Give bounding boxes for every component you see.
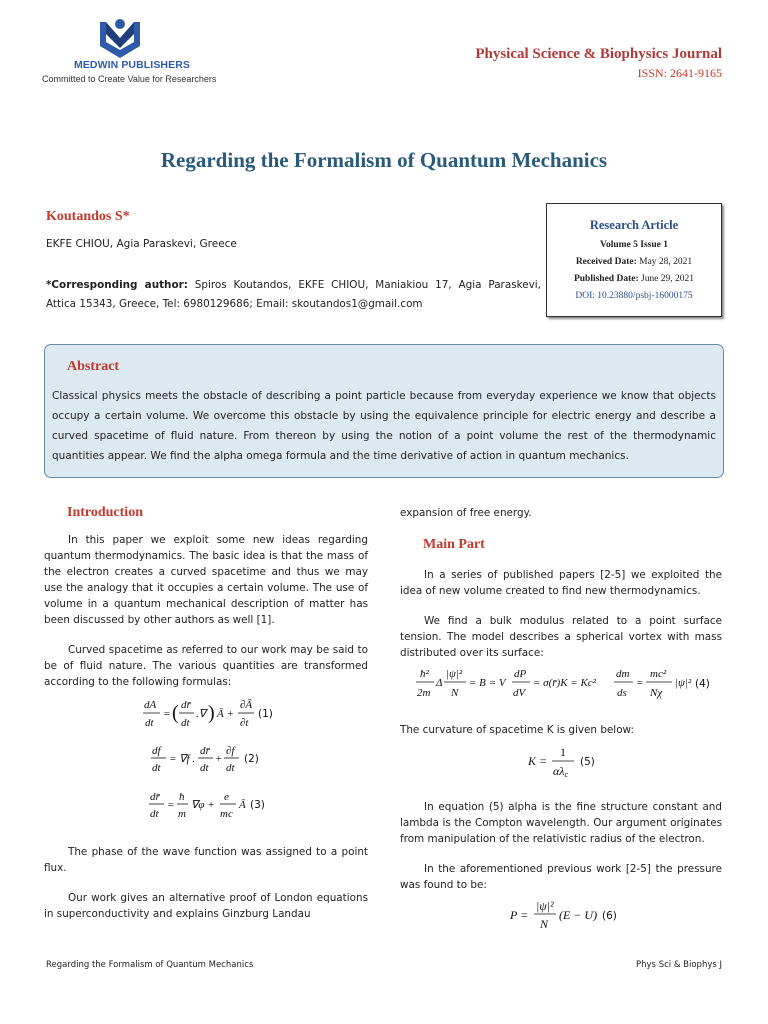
svg-text:Ā +: Ā +	[217, 708, 234, 720]
equation-4	[414, 662, 714, 706]
svg-text:=: =	[163, 708, 171, 720]
svg-text:dt: dt	[150, 808, 159, 820]
svg-text:N: N	[540, 917, 549, 931]
svg-text:N: N	[451, 687, 459, 699]
abstract-text: Classical physics meets the obstacle of describing a point particle because from everyday experience we know that objects occupy a certain volume. We overcome this obstacle by using the equivalence principle for electric energy and describe a curved spacetime of fluid nature. From thereon by using the notion of a point volume the rest of the thermodynamic quantities appear. We find the alpha omega formula and the time derivative of action in quantum mechanics.	[52, 390, 716, 462]
svg-text:m: m	[178, 808, 186, 820]
equation-2-number: (2)	[244, 753, 259, 765]
equation-5-number: (5)	[580, 756, 595, 768]
svg-text:dm: dm	[616, 668, 630, 680]
equation-4-number: (4)	[695, 678, 710, 690]
svg-text:(E − U): (E − U)	[559, 908, 598, 922]
main-paragraph-2: We find a bulk modulus related to a point surface tension. The model describes a spherical vortex with mass distributed over its surface:	[400, 615, 722, 659]
equation-1	[140, 694, 290, 736]
svg-text:Nχ: Nχ	[650, 687, 663, 699]
svg-text:mc²: mc²	[650, 668, 667, 680]
svg-text:ħ: ħ	[179, 791, 185, 803]
main-paragraph-5: In the aforementioned previous work [2-5] the pressure was found to be:	[400, 863, 722, 891]
svg-text:dt: dt	[181, 717, 190, 729]
svg-text:dP: dP	[514, 668, 527, 680]
journal-name: Physical Science & Biophysics Journal	[475, 46, 722, 62]
svg-text:dt: dt	[145, 717, 154, 729]
svg-text:|ψ|²: |ψ|²	[536, 899, 554, 913]
svg-text:df: df	[152, 745, 161, 757]
equation-2	[148, 740, 278, 780]
equation-3-number: (3)	[250, 799, 265, 811]
main-paragraph-3: The curvature of spacetime K is given below:	[400, 724, 634, 736]
svg-text:dr̄: dr̄	[200, 745, 210, 757]
svg-text:∂f: ∂f	[226, 745, 235, 757]
publisher-tagline: Committed to Create Value for Researchers	[42, 74, 217, 84]
svg-text:dr̄: dr̄	[150, 791, 160, 803]
svg-text:(: (	[172, 702, 179, 724]
published-date: Published Date: June 29, 2021	[573, 274, 695, 284]
medwin-logo-icon	[96, 16, 144, 60]
footer-journal-abbrev: Phys Sci & Biophys J	[636, 960, 722, 970]
publisher-name: MEDWIN PUBLISHERS	[73, 59, 191, 71]
volume-issue: Volume 5 Issue 1	[599, 240, 668, 250]
corresponding-label: *Corresponding author:	[46, 279, 188, 291]
svg-text:Ā: Ā	[239, 799, 246, 811]
svg-text:αλc: αλc	[553, 764, 569, 779]
corresponding-author	[46, 276, 541, 314]
svg-text:=: =	[167, 799, 175, 811]
introduction-paragraph-2: Curved spacetime as referred to our work may be said to be of fluid nature. The various quantities are transformed according to the following formulas:	[44, 644, 368, 688]
svg-text:|ψ|²: |ψ|²	[446, 668, 463, 680]
introduction-paragraph-1: In this paper we exploit some new ideas regarding quantum thermodynamics. The basic idea is that the mass of the electron creates a curved spacetime and thus we may use the analogy that it occupies a certain volume. The use of volume in a quantum mechanical description of matter has been discussed by other authors as well [1].	[44, 534, 368, 626]
svg-text:dt: dt	[226, 762, 235, 774]
doi-link[interactable]: DOI: 10.23880/psbj-16000175	[575, 291, 693, 301]
svg-text:ħ²: ħ²	[420, 668, 429, 680]
svg-text:dA: dA	[144, 699, 157, 711]
svg-text:1: 1	[560, 745, 566, 759]
journal-issn: ISSN: 2641-9165	[637, 66, 722, 80]
svg-text:Δ: Δ	[436, 677, 443, 689]
svg-text:dr̄: dr̄	[181, 699, 191, 711]
svg-text:dt: dt	[152, 762, 161, 774]
main-paragraph-4: In equation (5) alpha is the fine structure constant and lambda is the Compton wavelength. Our argument originates from manipulation of the relativistic radius of the electron.	[400, 801, 722, 845]
svg-text:P =: P =	[510, 908, 529, 922]
svg-text:+: +	[215, 753, 223, 765]
svg-text:= B = V: = B = V	[469, 677, 506, 689]
main-paragraph-1: In a series of published papers [2-5] we exploited the idea of new volume created to find new thermodynamics.	[400, 569, 722, 597]
article-type: Research Article	[589, 218, 679, 232]
svg-text:.∇: .∇	[196, 708, 207, 720]
svg-text:∂t: ∂t	[240, 717, 249, 729]
main-continuation: expansion of free energy.	[400, 507, 532, 519]
svg-text:∂Ā: ∂Ā	[240, 699, 253, 711]
svg-text:dV: dV	[513, 687, 526, 699]
svg-text:dt: dt	[200, 762, 209, 774]
main-part-heading: Main Part	[423, 537, 485, 552]
svg-text:2m: 2m	[417, 687, 431, 699]
svg-text:K =: K =	[528, 754, 548, 768]
svg-text:= ∇f .: = ∇f .	[169, 753, 196, 765]
received-date: Received Date: May 28, 2021	[575, 257, 693, 267]
svg-text:=: =	[636, 677, 644, 689]
abstract-heading: Abstract	[67, 359, 120, 374]
svg-text:= σ(r̄)K = Kc²: = σ(r̄)K = Kc²	[533, 677, 596, 689]
svg-text:mc: mc	[220, 808, 233, 820]
author-affiliation: EKFE CHIOU, Agia Paraskevi, Greece	[46, 238, 237, 250]
corresponding-details: Spiros Koutandos, EKFE CHIOU, Maniakiou 17, Agia Paraskevi, Attica 15343, Greece, Tel: 6980129686; Email: skoutandos1@gmail.com	[46, 279, 541, 310]
equation-3	[146, 786, 286, 826]
author-name: Koutandos S*	[46, 209, 130, 224]
article-title: Regarding the Formalism of Quantum Mechanics	[160, 148, 608, 172]
introduction-paragraph-4: Our work gives an alternative proof of London equations in superconductivity and explains Ginzburg Landau	[44, 892, 368, 920]
introduction-heading: Introduction	[67, 505, 143, 520]
equation-6-number: (6)	[602, 910, 617, 922]
svg-text:ds: ds	[617, 687, 627, 699]
svg-text:e: e	[224, 791, 229, 803]
footer-title: Regarding the Formalism of Quantum Mechanics	[46, 960, 254, 970]
svg-text:∇φ +: ∇φ +	[191, 799, 215, 811]
equation-6	[506, 896, 636, 936]
article-info-box	[546, 203, 722, 317]
equation-5	[524, 742, 614, 782]
svg-text:): )	[208, 702, 215, 724]
introduction-paragraph-3: The phase of the wave function was assigned to a point flux.	[44, 846, 368, 874]
equation-1-number: (1)	[258, 708, 273, 720]
svg-text:|ψ|²: |ψ|²	[675, 677, 692, 689]
